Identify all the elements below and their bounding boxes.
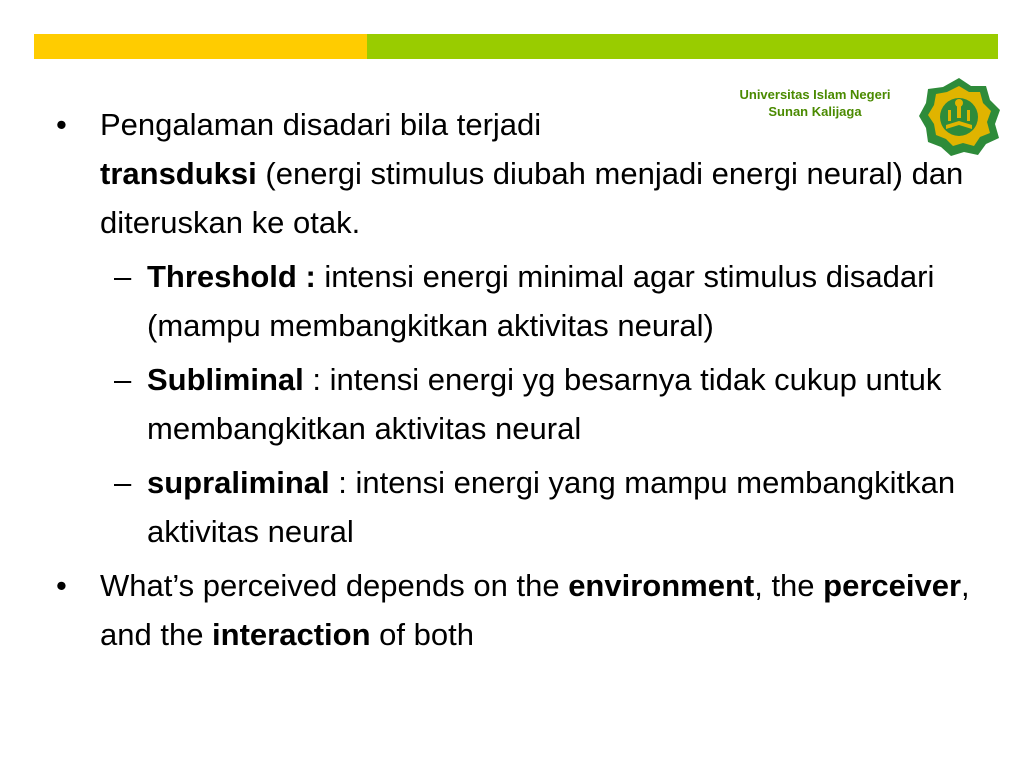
term-perceiver: perceiver: [823, 568, 962, 603]
bullet-text-part: of both: [370, 617, 474, 652]
bullet-text-part: (energi stimulus diubah menjadi energi neural) dan diteruskan ke otak.: [100, 156, 964, 240]
bullet-marker: •: [56, 107, 67, 142]
term-subliminal: Subliminal: [147, 362, 304, 397]
term-transduksi: transduksi: [100, 156, 257, 191]
bullet-text-part: , and the: [100, 568, 970, 652]
subbullet-definition: : intensi energi yang mampu membangkitkan aktivitas neural: [147, 465, 956, 549]
bullet-text-part: What’s perceived depends on the: [100, 568, 569, 603]
term-supraliminal: supraliminal: [147, 465, 330, 500]
subbullet-text: [147, 465, 955, 549]
bullet-text: [100, 107, 963, 240]
institution-name-line1: Universitas Islam Negeri: [739, 87, 891, 102]
subbullet-definition: : intensi energi yg besarnya tidak cukup untuk membangkitkan aktivitas neural: [147, 362, 942, 446]
bullet-text-part: , the: [754, 568, 824, 603]
dash-marker: –: [114, 259, 132, 294]
header-bar-yellow: [34, 34, 367, 59]
dash-marker: –: [114, 465, 132, 500]
subbullet-definition: intensi energi minimal agar stimulus disadari (mampu membangkitkan aktivitas neural): [147, 259, 935, 343]
subbullet-text: [147, 259, 934, 343]
subbullet-text: [147, 362, 941, 446]
subbullet-subliminal: [56, 355, 976, 453]
bullet-transduksi: [56, 100, 976, 247]
dash-marker: –: [114, 362, 132, 397]
institution-name-line2: Sunan Kalijaga: [768, 104, 862, 119]
bullet-perception: [56, 561, 976, 659]
term-threshold: Threshold :: [147, 259, 316, 294]
bullet-text-part: Pengalaman disadari bila terjadi: [100, 107, 542, 142]
term-interaction: interaction: [212, 617, 371, 652]
bullet-text: [100, 568, 970, 652]
term-environment: environment: [568, 568, 755, 603]
header-bar-green: [367, 34, 998, 59]
header-color-bar: [34, 34, 998, 59]
subbullet-threshold: [56, 252, 976, 350]
subbullet-supraliminal: [56, 458, 976, 556]
bullet-marker: •: [56, 568, 67, 603]
slide-body: [56, 100, 976, 659]
